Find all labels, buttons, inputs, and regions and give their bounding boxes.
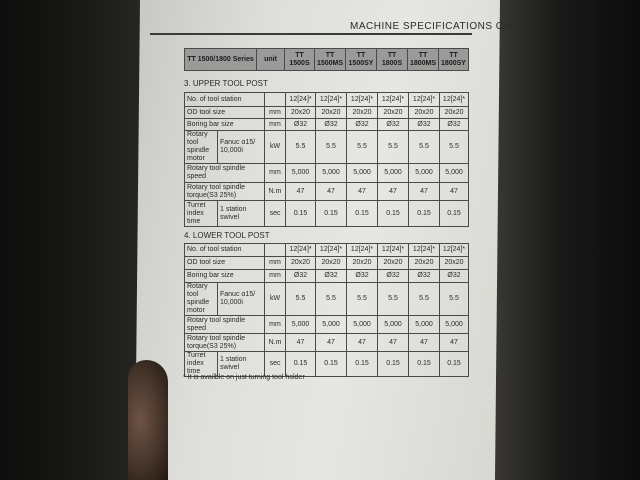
value-cell: 47: [347, 183, 378, 201]
value-cell: Ø32: [409, 119, 440, 131]
value-cell: 20x20: [347, 257, 378, 270]
value-cell: 12[24]*: [378, 244, 409, 257]
value-cell: Ø32: [286, 270, 316, 283]
value-cell: 47: [378, 183, 409, 201]
value-cell: 5.5: [316, 283, 347, 316]
dark-background-right: [492, 0, 640, 480]
series-table: [184, 48, 469, 71]
page-header-title: MACHINE SPECIFICATIONS C-5: [350, 21, 514, 32]
value-cell: 5.5: [409, 283, 440, 316]
value-cell: 0.15: [347, 352, 378, 377]
value-cell: 47: [316, 183, 347, 201]
thumb: [128, 360, 168, 480]
unit-cell: N.m: [265, 183, 286, 201]
model-header: TT 1500SY: [346, 49, 377, 71]
table-row: [185, 131, 469, 164]
table-row: [185, 283, 469, 316]
value-cell: 12[24]*: [286, 244, 316, 257]
value-cell: 20x20: [286, 257, 316, 270]
value-cell: 5,000: [409, 164, 440, 183]
unit-cell: mm: [265, 257, 286, 270]
value-cell: Ø32: [409, 270, 440, 283]
value-cell: 5,000: [316, 316, 347, 334]
row-label: Boring bar size: [185, 270, 265, 283]
value-cell: 5.5: [440, 131, 469, 164]
value-cell: Ø32: [347, 119, 378, 131]
value-cell: Ø32: [440, 119, 469, 131]
value-cell: 5.5: [316, 131, 347, 164]
lower-section-title: 4. LOWER TOOL POST: [184, 231, 270, 240]
value-cell: Ø32: [378, 119, 409, 131]
value-cell: 0.15: [409, 201, 440, 227]
value-cell: 20x20: [440, 257, 469, 270]
unit-cell: mm: [265, 107, 286, 119]
unit-cell: mm: [265, 119, 286, 131]
row-label: Turret index time: [185, 201, 218, 227]
value-cell: 12[24]*: [378, 93, 409, 107]
value-cell: 12[24]*: [347, 244, 378, 257]
value-cell: 5,000: [347, 316, 378, 334]
unit-cell: sec: [265, 201, 286, 227]
value-cell: 20x20: [440, 107, 469, 119]
unit-cell: mm: [265, 164, 286, 183]
value-cell: 20x20: [286, 107, 316, 119]
table-row: [185, 316, 469, 334]
value-cell: 12[24]*: [440, 93, 469, 107]
value-cell: 5,000: [409, 316, 440, 334]
value-cell: 47: [286, 183, 316, 201]
value-cell: 0.15: [440, 352, 469, 377]
row-label: Boring bar size: [185, 119, 265, 131]
table-row: [185, 244, 469, 257]
value-cell: 47: [440, 334, 469, 352]
value-cell: 12[24]*: [409, 244, 440, 257]
model-header: TT 1500MS: [315, 49, 346, 71]
table-row: [185, 93, 469, 107]
value-cell: 20x20: [347, 107, 378, 119]
table-row: [185, 107, 469, 119]
unit-header: unit: [257, 49, 285, 71]
value-cell: 47: [347, 334, 378, 352]
value-cell: 0.15: [286, 352, 316, 377]
value-cell: 20x20: [409, 257, 440, 270]
row-label: Rotary tool spindle motor: [185, 283, 218, 316]
value-cell: 20x20: [378, 107, 409, 119]
value-cell: 0.15: [316, 352, 347, 377]
value-cell: 5,000: [378, 316, 409, 334]
value-cell: 5,000: [378, 164, 409, 183]
table-row: [185, 201, 469, 227]
model-header: TT 1800MS: [408, 49, 439, 71]
value-cell: 12[24]*: [286, 93, 316, 107]
row-sublabel: Fanuc α15/ 10,000i: [218, 283, 265, 316]
row-label: OD tool size: [185, 107, 265, 119]
value-cell: 47: [286, 334, 316, 352]
value-cell: 0.15: [316, 201, 347, 227]
value-cell: 0.15: [378, 201, 409, 227]
unit-cell: N.m: [265, 334, 286, 352]
value-cell: 12[24]*: [316, 93, 347, 107]
value-cell: 5.5: [286, 131, 316, 164]
model-header: TT 1800S: [377, 49, 408, 71]
row-label: Rotary tool spindle torque(S3 25%): [185, 183, 265, 201]
row-label: Turret index time: [185, 352, 218, 377]
table-row: [185, 164, 469, 183]
row-label: Rotary tool spindle torque(S3 25%): [185, 334, 265, 352]
value-cell: 5,000: [286, 316, 316, 334]
unit-cell: [265, 93, 286, 107]
header-rule: [150, 33, 472, 35]
value-cell: 5,000: [286, 164, 316, 183]
row-sublabel: Fanuc α15/ 10,000i: [218, 131, 265, 164]
row-sublabel: 1 station swivel: [218, 201, 265, 227]
row-label: No. of tool station: [185, 93, 265, 107]
footnote: * It is availble on just turning tool holder: [183, 374, 305, 381]
value-cell: 20x20: [316, 257, 347, 270]
value-cell: 5.5: [286, 283, 316, 316]
row-label: Rotary tool spindle motor: [185, 131, 218, 164]
model-header: TT 1500S: [285, 49, 315, 71]
value-cell: 0.15: [409, 352, 440, 377]
value-cell: 0.15: [440, 201, 469, 227]
lower-tool-post-table: [184, 243, 469, 377]
unit-cell: sec: [265, 352, 286, 377]
table-row: [185, 334, 469, 352]
value-cell: Ø32: [440, 270, 469, 283]
table-row: [185, 119, 469, 131]
unit-cell: kW: [265, 283, 286, 316]
unit-cell: mm: [265, 316, 286, 334]
series-label: TT 1500/1800 Series: [185, 49, 257, 71]
value-cell: 5.5: [378, 131, 409, 164]
document-page: [135, 0, 500, 480]
table-row: [185, 270, 469, 283]
table-row: [185, 183, 469, 201]
row-label: OD tool size: [185, 257, 265, 270]
value-cell: 5.5: [347, 131, 378, 164]
value-cell: 20x20: [409, 107, 440, 119]
value-cell: 5,000: [316, 164, 347, 183]
value-cell: 5,000: [440, 316, 469, 334]
value-cell: 20x20: [316, 107, 347, 119]
unit-cell: kW: [265, 131, 286, 164]
value-cell: 5.5: [378, 283, 409, 316]
value-cell: 47: [409, 334, 440, 352]
row-label: Rotary tool spindle speed: [185, 164, 265, 183]
table-row: [185, 257, 469, 270]
value-cell: 0.15: [347, 201, 378, 227]
value-cell: 0.15: [378, 352, 409, 377]
value-cell: 5.5: [440, 283, 469, 316]
value-cell: 47: [440, 183, 469, 201]
value-cell: Ø32: [378, 270, 409, 283]
value-cell: Ø32: [347, 270, 378, 283]
row-label: No. of tool station: [185, 244, 265, 257]
value-cell: Ø32: [316, 119, 347, 131]
row-label: Rotary tool spindle speed: [185, 316, 265, 334]
value-cell: Ø32: [286, 119, 316, 131]
table-row: [185, 352, 469, 377]
upper-section-title: 3. UPPER TOOL POST: [184, 79, 268, 88]
value-cell: 0.15: [286, 201, 316, 227]
value-cell: Ø32: [316, 270, 347, 283]
value-cell: 12[24]*: [347, 93, 378, 107]
value-cell: 5,000: [440, 164, 469, 183]
value-cell: 5.5: [409, 131, 440, 164]
unit-cell: [265, 244, 286, 257]
value-cell: 47: [378, 334, 409, 352]
row-sublabel: 1 station swivel: [218, 352, 265, 377]
value-cell: 5,000: [347, 164, 378, 183]
value-cell: 47: [316, 334, 347, 352]
value-cell: 12[24]*: [409, 93, 440, 107]
value-cell: 47: [409, 183, 440, 201]
model-header: TT 1800SY: [439, 49, 469, 71]
value-cell: 5.5: [347, 283, 378, 316]
unit-cell: mm: [265, 270, 286, 283]
value-cell: 20x20: [378, 257, 409, 270]
upper-tool-post-table: [184, 92, 469, 227]
value-cell: 12[24]*: [316, 244, 347, 257]
value-cell: 12[24]*: [440, 244, 469, 257]
